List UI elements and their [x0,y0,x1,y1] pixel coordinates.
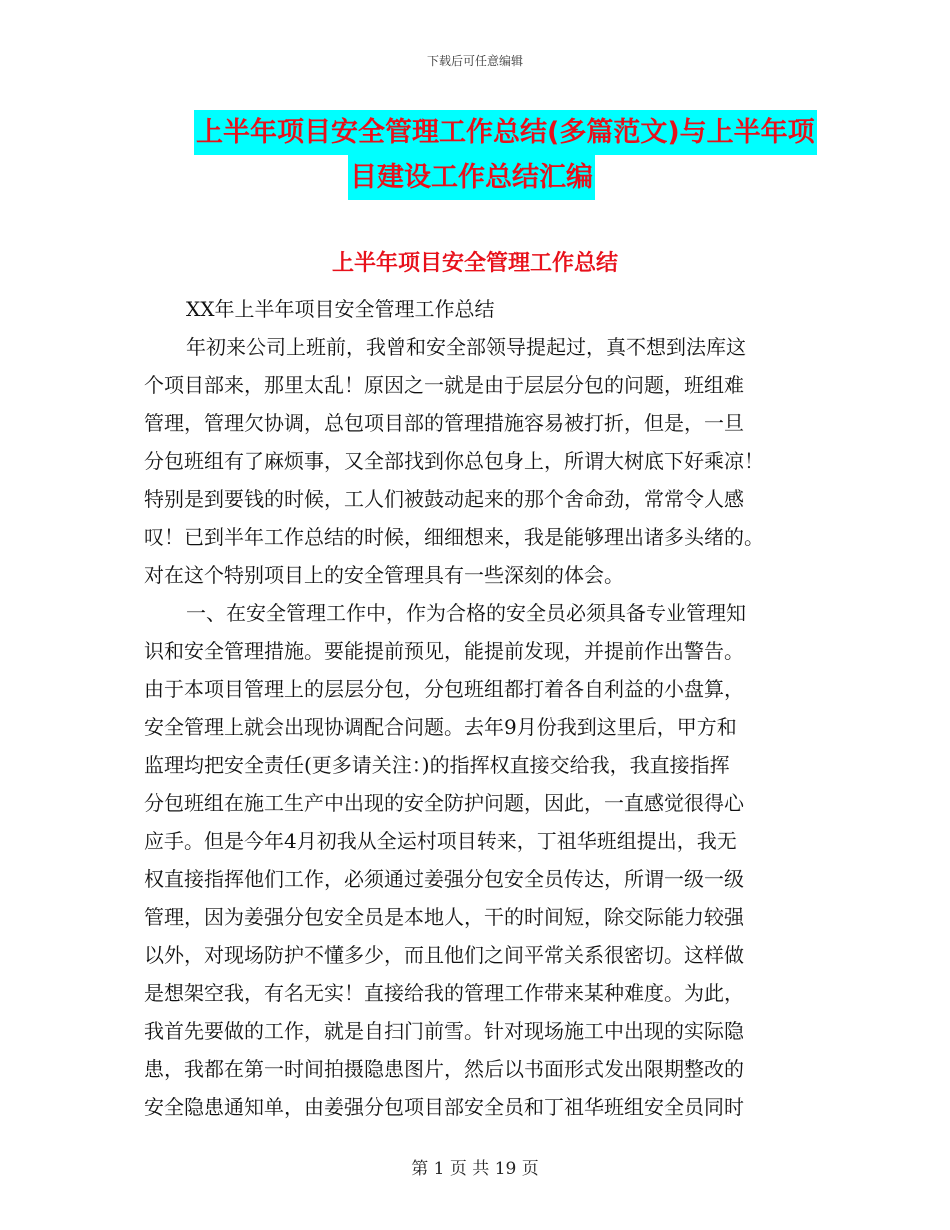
paragraph-line: 一、在安全管理工作中，作为合格的安全员必须具备专业管理知 [186,601,746,625]
paragraph-line: 是想架空我，有名无实！直接给我的管理工作带来某种难度。为此， [144,981,744,1005]
paragraph-line: 患，我都在第一时间拍摄隐患图片，然后以书面形式发出限期整改的 [144,1057,744,1081]
section-title: 上半年项目安全管理工作总结 [331,251,618,276]
paragraph-line: 我首先要做的工作，就是自扫门前雪。针对现场施工中出现的实际隐 [144,1019,744,1043]
paragraph-line: 识和安全管理措施。要能提前预见，能提前发现，并提前作出警告。 [144,639,744,663]
document-title [190,110,815,200]
page-footer: 第 1 页 共 19 页 [411,1159,539,1179]
paragraph-line: 安全隐患通知单，由姜强分包项目部安全员和丁祖华班组安全员同时 [144,1095,744,1119]
paragraph-line: 以外，对现场防护不懂多少，而且他们之间平常关系很密切。这样做 [144,943,744,967]
paragraph-subtitle: XX年上半年项目安全管理工作总结 [186,297,495,321]
paragraph-line: 权直接指挥他们工作，必须通过姜强分包安全员传达，所谓一级一级 [144,867,744,891]
paragraph-line: 叹！已到半年工作总结的时候，细细想来，我是能够理出诸多头绪的。 [144,525,764,549]
header-note: 下载后可任意编辑 [426,54,523,68]
paragraph-line: 分包班组有了麻烦事，又全部找到你总包身上，所谓大树底下好乘凉！ [144,449,764,473]
paragraph-line: 特别是到要钱的时候，工人们被鼓动起来的那个舍命劲，常常令人感 [144,487,744,511]
document-title-line-1: 上半年项目安全管理工作总结(多篇范文)与上半年项 [194,110,817,155]
paragraph-line: 安全管理上就会出现协调配合问题。去年9月份我到这里后，甲方和 [144,715,737,739]
paragraph-line: 监理均把安全责任(更多请关注：)的指挥权直接交给我，我直接指挥 [144,753,730,777]
paragraph-line: 管理，因为姜强分包安全员是本地人，干的时间短，除交际能力较强 [144,905,744,929]
paragraph-line: 管理，管理欠协调，总包项目部的管理措施容易被打折，但是，一旦 [144,411,744,435]
paragraph-line: 年初来公司上班前，我曾和安全部领导提起过，真不想到法库这 [186,335,746,359]
paragraph-line: 对在这个特别项目上的安全管理具有一些深刻的体会。 [144,563,624,587]
paragraph-line: 分包班组在施工生产中出现的安全防护问题，因此，一直感觉很得心 [144,791,744,815]
paragraph-line: 应手。但是今年4月初我从全运村项目转来，丁祖华班组提出，我无 [144,829,737,853]
paragraph-line: 由于本项目管理上的层层分包，分包班组都打着各自利益的小盘算， [144,677,744,701]
body-text [144,290,809,1126]
document-title-line-2: 目建设工作总结汇编 [348,155,595,200]
paragraph-line: 个项目部来，那里太乱！原因之一就是由于层层分包的问题，班组难 [144,373,744,397]
